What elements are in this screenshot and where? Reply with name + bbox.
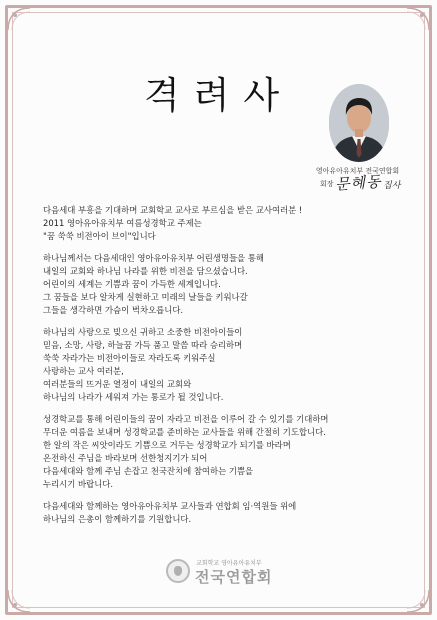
body-line: 쑥쑥 자라가는 비전아이들로 자라도록 키워주실 — [43, 353, 216, 363]
body-line: 하나님의 나라가 세워져 가는 통로가 될 것입니다. — [43, 392, 224, 402]
body-line: 그 꿈들을 보다 알차게 실현하고 미래의 날들을 키워나갈 — [43, 292, 248, 302]
body-line: 그들을 생각하면 가슴이 벅차오릅니다. — [43, 305, 184, 315]
seal-icon — [166, 559, 190, 583]
footer-org-name: 전국연합회 — [195, 568, 273, 586]
corner-ornament-icon — [6, 588, 32, 614]
body-line: 하나님께서는 다음세대인 영아유아유치부 어린생명들을 통해 — [43, 253, 264, 263]
body-line: 하나님의 사랑으로 빚으신 귀하고 소중한 비전아이들이 — [43, 327, 243, 337]
body-line: "꿈 쑥쑥 비전아이 브이"입니다 — [43, 231, 156, 241]
body-line: 온전하신 주님을 바라보며 선한청지기가 되어 — [43, 453, 208, 463]
body-paragraph — [43, 204, 403, 243]
body-line: 사랑하는 교사 여러분, — [43, 366, 124, 376]
body-paragraph — [43, 500, 403, 526]
body-line: 다음세대 부흥을 기대하며 교회학교 교사로 부르심을 받은 교사여러분 ! — [43, 205, 303, 215]
body-line: 다음세대와 함께 주님 손잡고 천국잔치에 참여하는 기쁨을 — [43, 466, 254, 476]
handwritten-signature-title: 집사 — [383, 181, 401, 191]
handwritten-signature-name: 문혜동 — [334, 172, 383, 194]
body-line: 다음세대와 함께하는 영아유아유치부 교사들과 연합회 임·역원들 위에 — [43, 501, 297, 511]
body-paragraph — [43, 252, 403, 317]
corner-ornament-icon — [405, 588, 431, 614]
signer-affiliation: 영아유아유치부 전국연합회 — [315, 167, 400, 175]
signer-role: 회장 — [320, 180, 334, 188]
body-line: 무더운 여름을 보내며 성경학교를 준비하는 교사들을 위해 간절히 기도합니다. — [43, 427, 326, 437]
body-line: 여러분들의 뜨거운 열정이 내일의 교회와 — [43, 379, 192, 389]
footer-logo — [166, 556, 301, 596]
body-line: 하나님의 은총이 함께하기를 기원합니다. — [43, 514, 192, 524]
footer-org-subtitle: 교회학교 영아유아유치부 — [196, 560, 262, 567]
corner-ornament-icon — [405, 6, 431, 32]
page-title: 격려사 — [143, 73, 294, 117]
letter-body — [43, 204, 403, 535]
body-line: 누리시기 바랍니다. — [43, 479, 114, 489]
body-line: 믿음, 소망, 사랑, 하늘꿈 가득 품고 말씀 따라 승리하며 — [43, 340, 243, 350]
portrait-photo — [329, 84, 389, 162]
corner-ornament-icon — [6, 6, 32, 32]
body-line: 내일의 교회와 하나님 나라를 위한 비전을 담으셨습니다. — [43, 266, 248, 276]
body-line: 2011 영아유아유치부 여름성경학교 주제는 — [43, 218, 202, 228]
body-paragraph — [43, 413, 403, 491]
body-paragraph — [43, 326, 403, 404]
body-line: 어린이의 세계는 기쁨과 꿈이 가득한 세계입니다. — [43, 279, 221, 289]
body-line: 한 알의 작은 씨앗이라도 기쁨으로 거두는 성경학교가 되기를 바라며 — [43, 440, 291, 450]
body-line: 성경학교를 통해 어린이들의 꿈이 자라고 비전을 이루어 갈 수 있기를 기대하며 — [43, 414, 329, 424]
